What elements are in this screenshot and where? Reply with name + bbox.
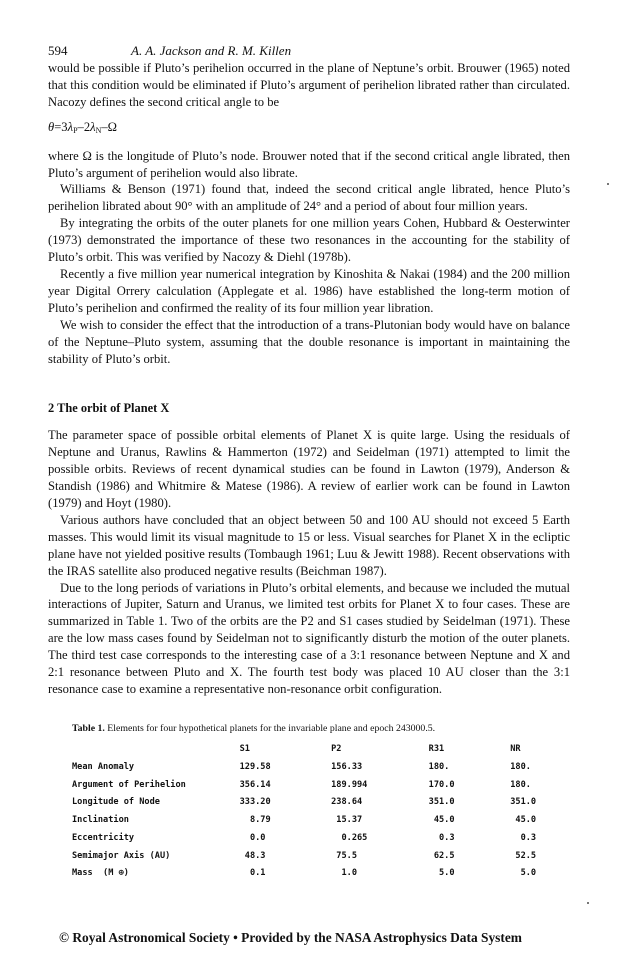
table-row: Argument of Perihelion 356.14 189.994 170.0 180. <box>72 779 531 790</box>
table-row: Semimajor Axis (AU) 48.3 75.5 62.5 52.5 <box>72 850 537 861</box>
scan-speck <box>587 902 589 904</box>
table-row: Eccentricity 0.0 0.265 0.3 0.3 <box>72 832 537 843</box>
table-row: Mass (M ⊕) 0.1 1.0 5.0 5.0 <box>72 868 537 879</box>
table-row: Inclination 8.79 15.37 45.0 45.0 <box>72 815 537 826</box>
table-1 <box>48 722 570 883</box>
orbital-elements-table <box>72 741 570 883</box>
equation-critical-angle: $\theta=3\lambda_P-2\lambda_N-\Omega$ <box>48 119 118 135</box>
table-caption: Table 1. Elements for four hypothetical planets for the invariable plane and epoch 243000.5. <box>72 722 436 734</box>
paragraph: We wish to consider the effect that the introduction of a trans-Plutonian body would have on balance of the Neptune–Pluto system, assuming that the double resonance is important in maintaining the stability of Pluto’s orbit. <box>48 317 570 366</box>
running-head-authors: A. A. Jackson and R. M. Killen <box>131 43 292 58</box>
column-header: S1 <box>239 743 250 754</box>
footer-attribution: © Royal Astronomical Society • Provided by the NASA Astrophysics Data System <box>59 930 522 945</box>
paragraph: would be possible if Pluto’s perihelion occurred in the plane of Neptune’s orbit. Brouwer (1965) noted that this condition would be eliminated if Pluto’s argument of perihelion librated rather than circulated. Nacozy defines the second critical angle to be <box>48 61 570 109</box>
paper-page <box>48 42 570 883</box>
paragraph: Williams & Benson (1971) found that, indeed the second critical angle librated, hence Pluto’s perihelion librated about 90° with an amplitude of 24° and a period of about four million years. <box>48 182 570 214</box>
table-row: Mean Anomaly 129.58 156.33 180. 180. <box>72 761 531 772</box>
column-header: NR <box>510 743 521 754</box>
paragraph: The parameter space of possible orbital elements of Planet X is quite large. Using the residuals of Neptune and Uranus, Rawlins & Hammerton (1972) and Seidelman (1971) attempted to limit the possible orbits. Reviews of recent dynamical studies can be found in Lawton (1979), Anderson & Standish (1986) and Whitmire & Matese (1986). A review of earlier work can be found in Lawton (1979) and Hoyt (1980). <box>48 428 570 511</box>
section-heading: 2 The orbit of Planet X <box>48 401 170 416</box>
paragraph: Various authors have concluded that an object between 50 and 100 AU should not exceed 5 Earth masses. This would limit its visual magnitude to 15 or less. Visual searches for Planet X in the ecliptic plane have not yielded positive results (Tombaugh 1961; Luu & Jewitt 1988). Recent observations with the IRAS satellite also produced negative results (Beichman 1987). <box>48 512 570 578</box>
paragraph: By integrating the orbits of the outer planets for one million years Cohen, Hubbard & Oesterwinter (1973) demonstrated the importance of these two resonances in the accounting for the stability of Pluto’s orbit. This was verified by Nacozy & Diehl (1978b). <box>48 216 570 265</box>
table-header-row <box>72 741 570 759</box>
running-head <box>48 42 570 60</box>
paragraph: Recently a five million year numerical integration by Kinoshita & Nakai (1984) and the 200 million year Digital Orrery calculation (Applegate et al. 1986) have established the long-term motion of Pluto’s perihelion and confirmed the reality of its four million year libration. <box>48 266 570 315</box>
column-header: P2 <box>331 743 342 754</box>
column-header: R31 <box>428 743 445 754</box>
paragraph: where Ω is the longitude of Pluto’s node. Brouwer noted that if the second critical angle librated, then Pluto’s argument of perihelion would also librate. <box>48 148 570 180</box>
page-number: 594 <box>48 43 68 58</box>
scan-speck <box>607 183 609 185</box>
paragraph: Due to the long periods of variations in Pluto’s orbital elements, and because we included the mutual interactions of Jupiter, Saturn and Uranus, we limited test orbits for Planet X to four cases. These are summarized in Table 1. Two of the orbits are the P2 and S1 cases studied by Seidelman (1971). These are the low mass cases found by Seidelman not to significantly disturb the motion of the outer planets. The third test case corresponds to the interesting case of a 3:1 resonance between Neptune and X and 2:1 resonance between Pluto and X. The fourth test body was placed 10 AU closer than the 3:1 resonance case to examine a representative non-resonance orbit configuration. <box>48 580 570 696</box>
table-row: Longitude of Node 333.20 238.64 351.0 351.0 <box>72 797 537 808</box>
